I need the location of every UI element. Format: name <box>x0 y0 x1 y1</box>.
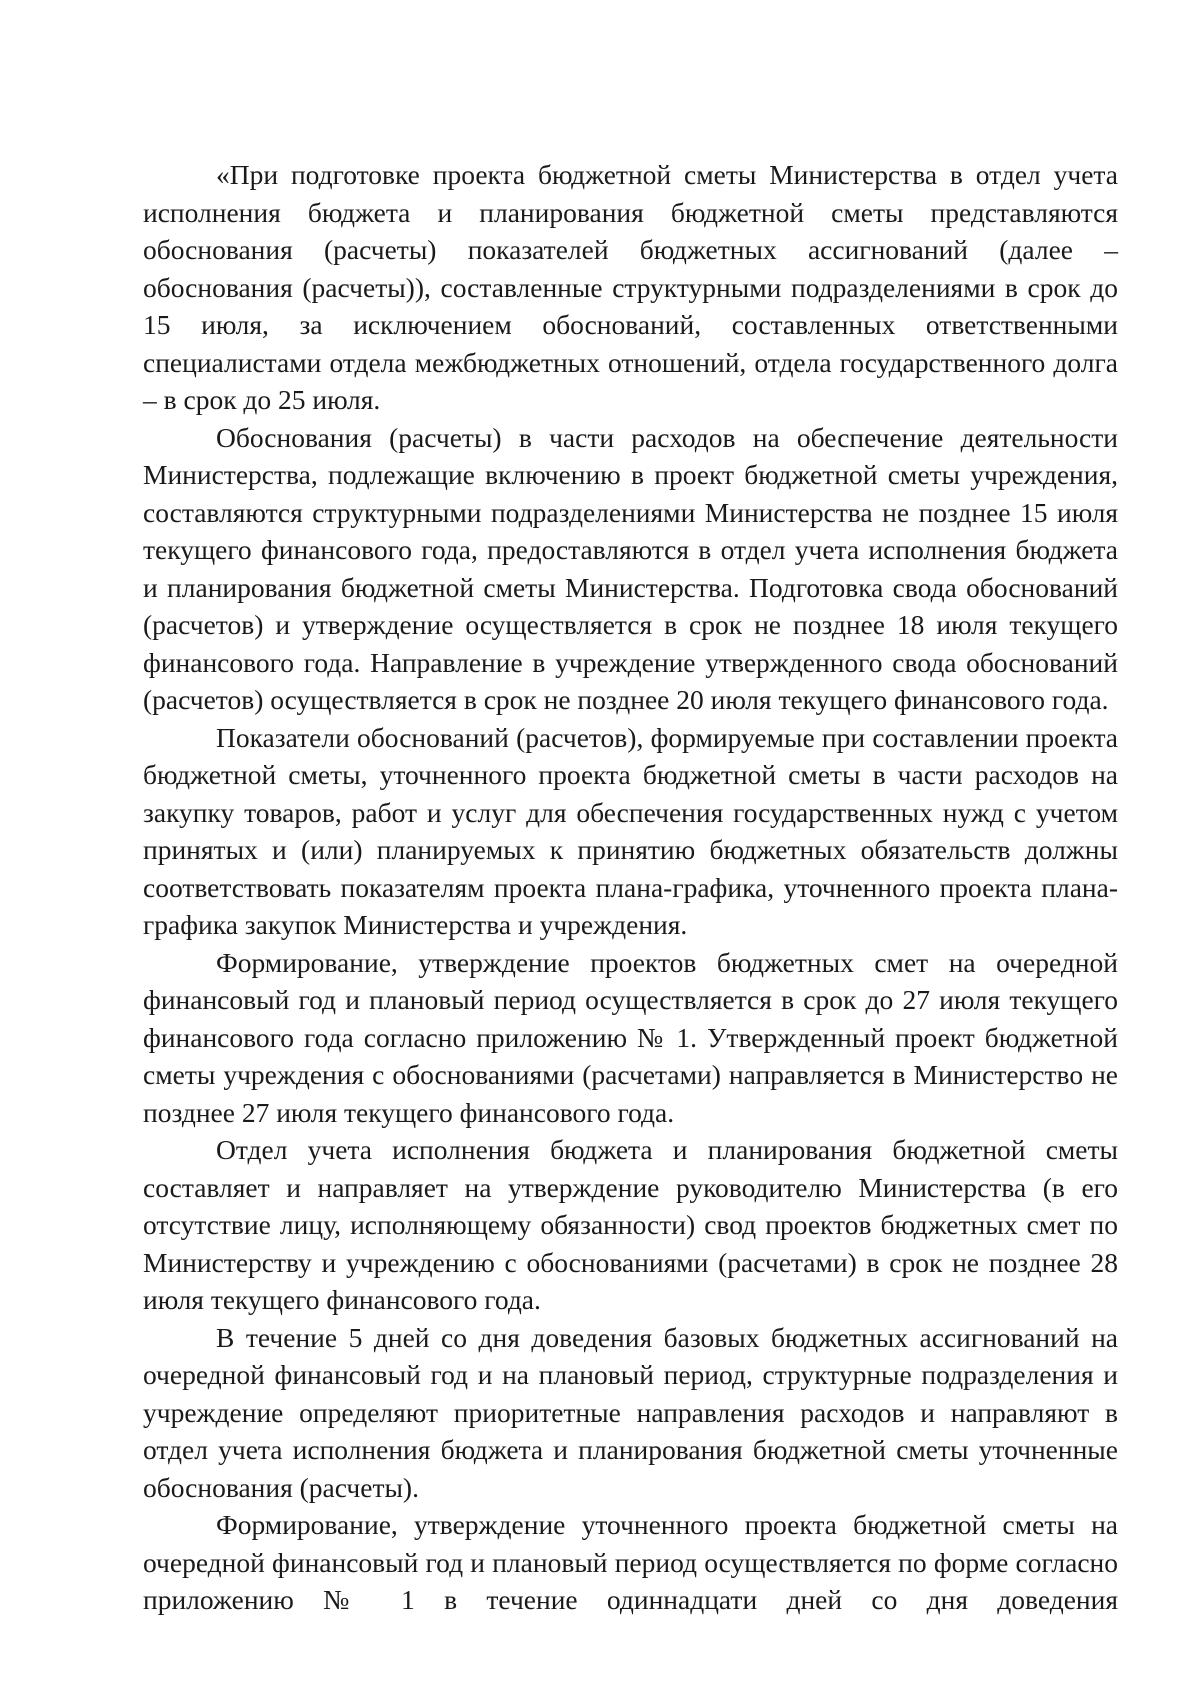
paragraph-7: Формирование, утверждение уточненного проекта бюджетной сметы на очередной финансовый год и плановый период осуществляется по форме согласно приложению № 1 в течение одиннадцати дней со дня доведения <box>143 1509 1118 1615</box>
paragraph-5: Отдел учета исполнения бюджета и планирования бюджетной сметы составляет и направляет на утверждение руководителю Министерства (в его отсутствие лицу, исполняющему обязанности) свод проектов бюджетных смет по Министерству и учреждению с обоснованиями (расчетами) в срок не позднее 28 июля текущего финансового года. <box>143 1134 1118 1315</box>
paragraph-2: Обоснования (расчеты) в части расходов на обеспечение деятельности Министерства, подлежащие включению в проект бюджетной сметы учреждения, составляются структурными подразделениями Министерства не позднее 15 июля текущего финансового года, предоставляются в отдел учета исполнения бюджета и планирования бюджетной сметы Министерства. Подготовка свода обоснований (расчетов) и утверждение осуществляется в срок не позднее 18 июля текущего финансового года. Направление в учреждение утвержденного свода обоснований (расчетов) осуществляется в срок не позднее 20 июля текущего финансового года. <box>143 421 1118 715</box>
document-body <box>143 156 1118 1619</box>
paragraph-3: Показатели обоснований (расчетов), формируемые при составлении проекта бюджетной сметы, уточненного проекта бюджетной сметы в части расходов на закупку товаров, работ и услуг для обеспечения государственных нужд с учетом принятых и (или) планируемых к принятию бюджетных обязательств должны соответствовать показателям проекта плана-графика, уточненного проекта плана-графика закупок Министерства и учреждения. <box>143 721 1118 940</box>
paragraph-6: В течение 5 дней со дня доведения базовых бюджетных ассигнований на очередной финансовый год и на плановый период, структурные подразделения и учреждение определяют приоритетные направления расходов и направляют в отдел учета исполнения бюджета и планирования бюджетной сметы уточненные обоснования (расчеты). <box>143 1321 1118 1503</box>
paragraph-4: Формирование, утверждение проектов бюджетных смет на очередной финансовый год и плановый период осуществляется в срок до 27 июля текущего финансового года согласно приложению № 1. Утвержденный проект бюджетной сметы учреждения с обоснованиями (расчетами) направляется в Министерство не позднее 27 июля текущего финансового года. <box>143 946 1118 1128</box>
paragraph-1: «При подготовке проекта бюджетной сметы Министерства в отдел учета исполнения бюджета и планирования бюджетной сметы представляются обоснования (расчеты) показателей бюджетных ассигнований (далее – обоснования (расчеты)), составленные структурными подразделениями в срок до 15 июля, за исключением обоснований, составленных ответственными специалистами отдела межбюджетных отношений, отдела государственного долга – в срок до 25 июля. <box>143 159 1118 415</box>
